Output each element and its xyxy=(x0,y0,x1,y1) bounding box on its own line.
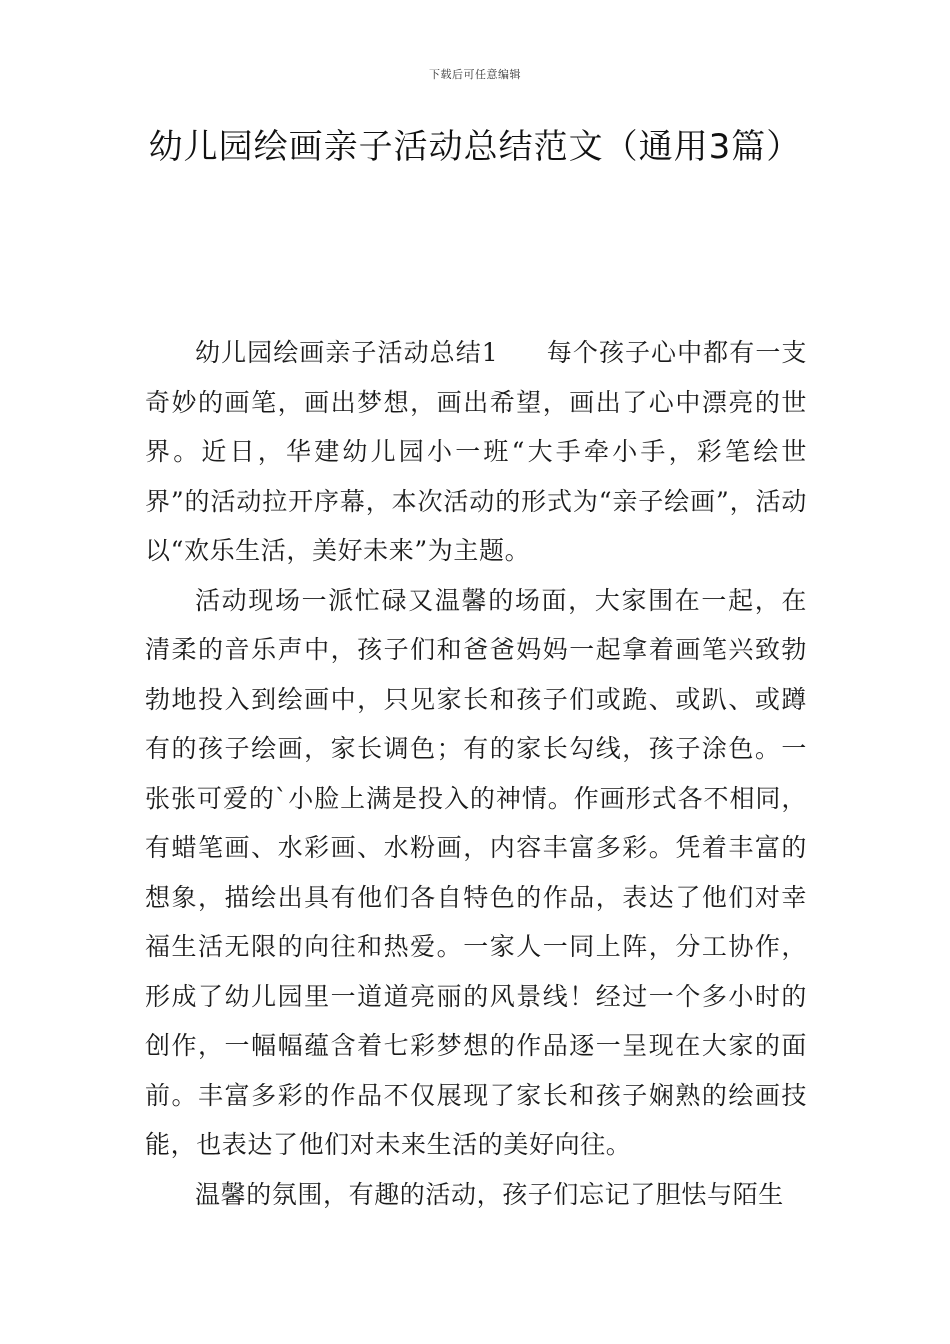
paragraph-1 xyxy=(145,328,807,576)
document-body xyxy=(145,328,807,1219)
document-title: 幼儿园绘画亲子活动总结范文（通用3篇） xyxy=(148,127,802,167)
paragraph-2: 活动现场一派忙碌又温馨的场面，大家围在一起，在清柔的音乐声中，孩子们和爸爸妈妈一起拿着画笔兴致勃勃地投入到绘画中，只见家长和孩子们或跪、或趴、或蹲有的孩子绘画，家长调色；有的家长勾线，孩子涂色。一张张可爱的`小脸上满是投入的神情。作画形式各不相同，有蜡笔画、水彩画、水粉画，内容丰富多彩。凭着丰富的想象，描绘出具有他们各自特色的作品，表达了他们对幸福生活无限的向往和热爱。一家人一同上阵，分工协作，形成了幼儿园里一道道亮丽的风景线！经过一个多小时的创作，一幅幅蕴含着七彩梦想的作品逐一呈现在大家的面前。丰富多彩的作品不仅展现了家长和孩子娴熟的绘画技能，也表达了他们对未来生活的美好向往。 xyxy=(145,585,807,1159)
paragraph-3: 温馨的氛围，有趣的活动，孩子们忘记了胆怯与陌生 xyxy=(195,1179,784,1209)
paragraph-1-text: 每个孩子心中都有一支奇妙的画笔，画出梦想，画出希望，画出了心中漂亮的世界。近日，华建幼儿园小一班“大手牵小手，彩笔绘世界”的活动拉开序幕，本次活动的形式为“亲子绘画”，活动以“欢乐生活，美好未来”为主题。 xyxy=(145,338,807,565)
header-note: 下载后可任意编辑 xyxy=(429,68,521,81)
section-heading: 幼儿园绘画亲子活动总结1 xyxy=(195,338,499,367)
